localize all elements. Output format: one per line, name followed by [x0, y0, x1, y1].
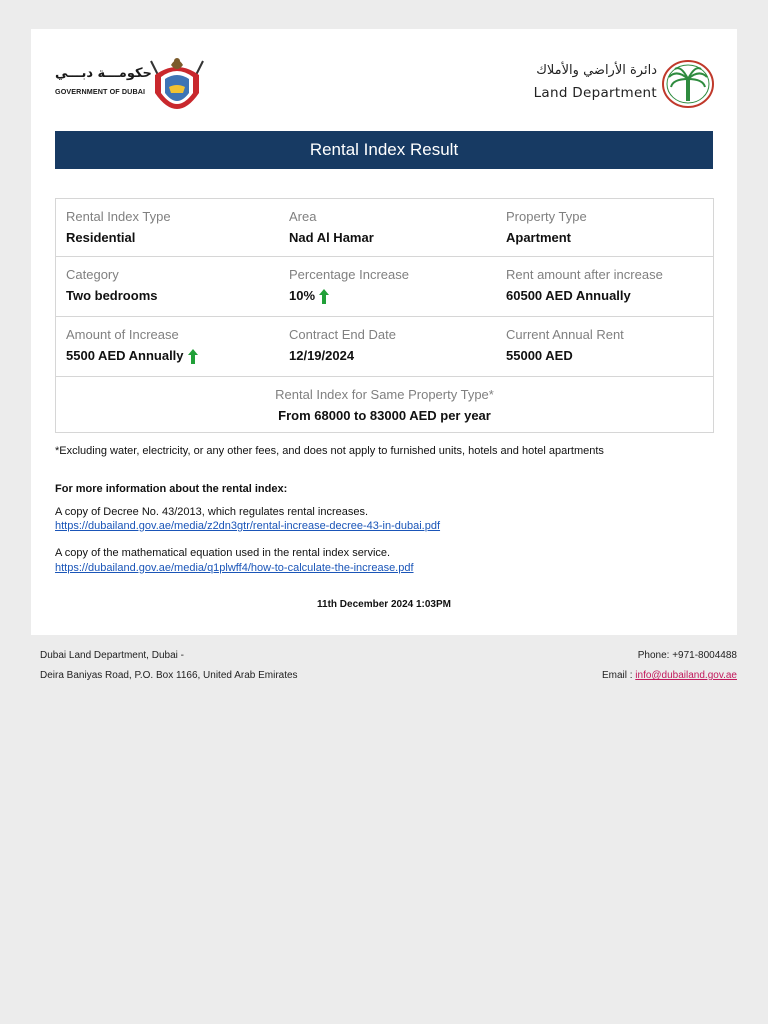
amount-of-increase-row: [66, 348, 279, 364]
same-property-index-label: Rental Index for Same Property Type*: [275, 387, 494, 402]
palm-tree-icon: [661, 59, 715, 109]
contract-end-date-label: Contract End Date: [289, 327, 396, 342]
rental-index-type-cell: [56, 199, 279, 256]
amount-of-increase-value: 5500 AED Annually: [66, 348, 184, 363]
footer-address-line1: Dubai Land Department, Dubai -: [40, 650, 184, 661]
more-info-heading: For more information about the rental index:: [55, 483, 288, 495]
equation-description: A copy of the mathematical equation used in the rental index service.: [55, 547, 391, 559]
amount-of-increase-cell: [56, 317, 279, 376]
details-row: [56, 377, 713, 432]
footer-email-label: Email :: [601, 670, 636, 681]
equation-pdf-link[interactable]: https://dubailand.gov.ae/media/q1plwff4/how-to-calculate-the-increase.pdf: [55, 562, 414, 574]
rent-after-increase-cell: [496, 257, 713, 316]
area-value: Nad Al Hamar: [289, 230, 374, 245]
rent-after-increase-label: Rent amount after increase: [506, 267, 663, 282]
category-value: Two bedrooms: [66, 288, 158, 303]
arrow-up-icon: [188, 349, 198, 364]
details-row: [56, 199, 713, 257]
dld-english-name: Land Department: [533, 85, 657, 101]
area-label: Area: [289, 209, 317, 224]
percentage-increase-cell: [279, 257, 496, 316]
gov-english-name: GOVERNMENT OF DUBAI: [55, 87, 146, 96]
percentage-increase-value: 10%: [289, 288, 316, 303]
category-cell: [56, 257, 279, 316]
area-cell: [279, 199, 496, 256]
government-of-dubai-logo: [55, 53, 215, 119]
details-row: [56, 317, 713, 377]
arrow-up-icon: [319, 289, 329, 304]
details-row: [56, 257, 713, 317]
generated-timestamp: 11th December 2024 1:03PM: [317, 599, 451, 610]
footnote: *Excluding water, electricity, or any other fees, and does not apply to furnished units, hotels and hotel apartments: [55, 445, 604, 457]
amount-of-increase-label: Amount of Increase: [66, 327, 179, 342]
gov-arabic-name: حكومـــة دبـــي: [55, 66, 152, 81]
same-property-index-cell: [56, 377, 713, 432]
property-type-cell: [496, 199, 713, 256]
category-label: Category: [66, 267, 119, 282]
property-type-label: Property Type: [506, 209, 587, 224]
property-type-value: Apartment: [506, 230, 572, 245]
current-annual-rent-cell: [496, 317, 713, 376]
rent-after-increase-value: 60500 AED Annually: [506, 288, 631, 303]
footer-email-row: [602, 670, 737, 681]
dubai-emblem-icon: [145, 53, 209, 119]
footer-address-line2: Deira Baniyas Road, P.O. Box 1166, United Arab Emirates: [40, 670, 298, 681]
contract-end-date-value: 12/19/2024: [289, 348, 355, 363]
dld-arabic-name: دائرة الأراضي والأملاك: [536, 63, 657, 78]
decree-description: A copy of Decree No. 43/2013, which regulates rental increases.: [55, 506, 369, 518]
current-annual-rent-value: 55000 AED: [506, 348, 573, 363]
page-title-banner: Rental Index Result: [55, 131, 713, 169]
percentage-increase-row: [289, 288, 496, 304]
contract-end-date-cell: [279, 317, 496, 376]
rental-details-table: [55, 198, 714, 433]
rental-index-card: [31, 29, 737, 635]
rental-index-type-label: Rental Index Type: [66, 209, 171, 224]
current-annual-rent-label: Current Annual Rent: [506, 327, 624, 342]
footer-email-link[interactable]: info@dubailand.gov.ae: [635, 670, 737, 681]
decree-pdf-link[interactable]: https://dubailand.gov.ae/media/z2dn3gtr/rental-increase-decree-43-in-dubai.pdf: [55, 520, 441, 532]
percentage-increase-label: Percentage Increase: [289, 267, 409, 282]
land-department-logo: [519, 59, 715, 111]
same-property-index-value: From 68000 to 83000 AED per year: [278, 408, 491, 423]
rental-index-type-value: Residential: [66, 230, 136, 245]
footer-phone: Phone: +971-8004488: [637, 650, 737, 661]
